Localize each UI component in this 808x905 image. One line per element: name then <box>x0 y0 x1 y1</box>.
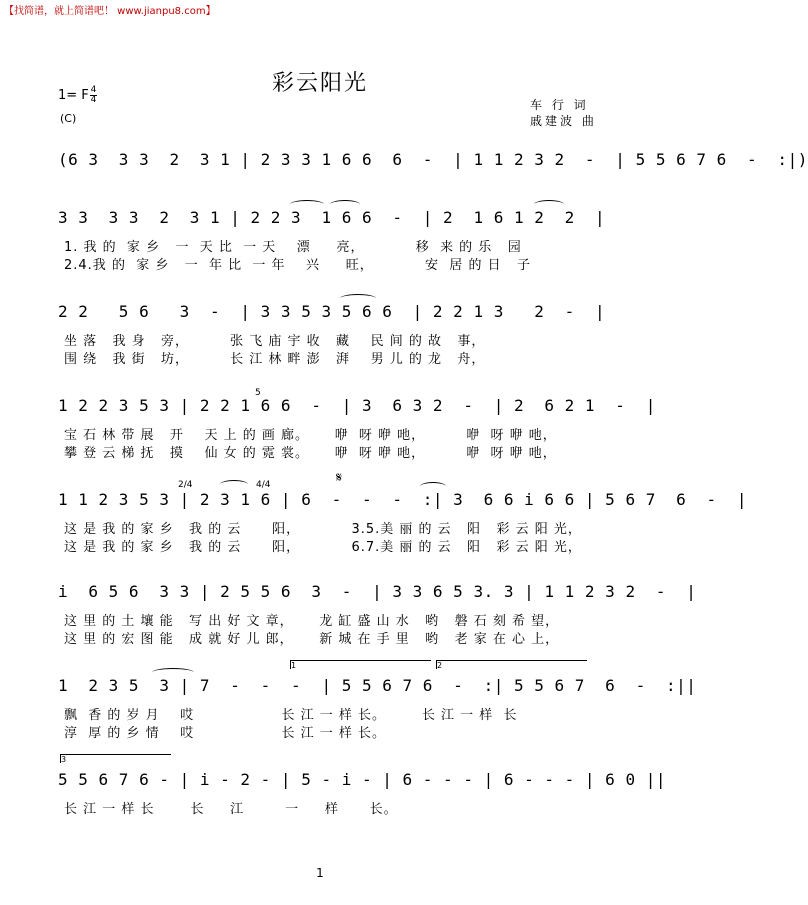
music-line-2: 3 3 3 3 2 3 1 | 2 2 3 1 6 6 - | 2 1 6 1 2 2 | <box>58 208 606 227</box>
lyric-line: 攀 登 云 梯 抚 摸 仙 女 的 霓 裳。 咿 呀 咿 吔， 咿 呀 咿 吔， <box>64 446 557 461</box>
music-line-1: (6 3 3 3 2 3 1 | 2 3 3 1 6 6 6 - | 1 1 2 3 2 - | 5 5 6 7 6 - :|) <box>58 150 808 169</box>
volta-1: 1 <box>290 660 431 669</box>
lyric-line: 1. 我 的 家 乡 一 天 比 一 天 漂 亮， 移 来 的 乐 园 <box>64 240 522 255</box>
music-line-7: 1 2 3 5 3 | 7 - - - | 5 5 6 7 6 - :| 5 5 6 7 6 - :|| <box>58 676 697 695</box>
music-line-3: 2 2 5 6 3 - | 3 3 5 3 5 6 6 | 2 2 1 3 2 - | <box>58 302 606 321</box>
lyric-line: 坐 落 我 身 旁， 张 飞 庙 宇 收 藏 民 间 的 故 事， <box>64 334 486 349</box>
lyric-line: 这 是 我 的 家 乡 我 的 云 阳， 6.7.美 丽 的 云 阳 彩 云 阳 光， <box>64 540 582 555</box>
lyric-line: 这 里 的 土 壤 能 写 出 好 文 章， 龙 缸 盛 山 水 哟 磐 石 刻 希 望， <box>64 614 560 629</box>
composer: 戚建波 曲 <box>530 114 597 128</box>
grace-note: 5 <box>255 388 261 398</box>
tie <box>152 668 194 677</box>
volta-3: 3 <box>60 754 171 763</box>
tie <box>290 200 324 209</box>
segno-icon: 𝄋 <box>336 470 343 486</box>
music-line-6: i 6 5 6 3 3 | 2 5 5 6 3 - | 3 3 6 5 3. 3 | 1 1 2 3 2 - | <box>58 582 697 601</box>
volta-2: 2 <box>436 660 587 669</box>
lyric-line: 飘 香 的 岁 月 哎 长 江 一 样 长。 长 江 一 样 长 <box>64 708 518 723</box>
music-line-4: 1 2 2 3 5 3 | 2 2 1 6 6 - | 3 6 3 2 - | 2 6 2 1 - | <box>58 396 656 415</box>
lyric-line: 围 绕 我 街 坊， 长 江 林 畔 澎 湃 男 儿 的 龙 舟， <box>64 352 486 367</box>
music-line-5: 1 1 2 3 5 3 | 2 3 1 6 | 6 - - - :| 3 6 6 i 6 6 | 5 6 7 6 - | <box>58 490 748 509</box>
tie <box>330 200 360 209</box>
tie <box>220 480 248 489</box>
tie <box>420 482 446 491</box>
lyric-line: 淳 厚 的 乡 情 哎 长 江 一 样 长。 <box>64 726 386 741</box>
lyric-line: 宝 石 林 带 展 开 天 上 的 画 廊。 咿 呀 咿 吔， 咿 呀 咿 吔， <box>64 428 557 443</box>
tie <box>340 294 376 303</box>
lyric-line: 2.4.我 的 家 乡 一 年 比 一 年 兴 旺， 安 居 的 日 子 <box>64 258 531 273</box>
time-change-24: 2/4 <box>178 480 193 490</box>
time-change-44: 4/4 <box>256 480 271 490</box>
mode-label: (C) <box>60 112 77 125</box>
lyricist: 车 行 词 <box>530 98 589 112</box>
page-number: 1 <box>316 866 324 880</box>
lyric-line: 长 江 一 样 长 长 江 一 样 长。 <box>64 802 398 817</box>
key-signature: 1= F <box>58 88 89 103</box>
lyric-line: 这 是 我 的 家 乡 我 的 云 阳， 3.5.美 丽 的 云 阳 彩 云 阳 光， <box>64 522 582 537</box>
song-title: 彩云阳光 <box>271 71 368 96</box>
tie <box>534 200 564 209</box>
time-signature: 4 4 <box>90 85 97 105</box>
lyric-line: 这 里 的 宏 图 能 成 就 好 儿 郎， 新 城 在 手 里 哟 老 家 在 心 上， <box>64 632 560 647</box>
music-line-8: 5 5 6 7 6 - | i - 2 - | 5 - i - | 6 - - - | 6 - - - | 6 0 || <box>58 770 666 789</box>
site-banner[interactable]: 【找简谱，就上简谱吧！ www.jianpu8.com】 <box>4 6 216 17</box>
